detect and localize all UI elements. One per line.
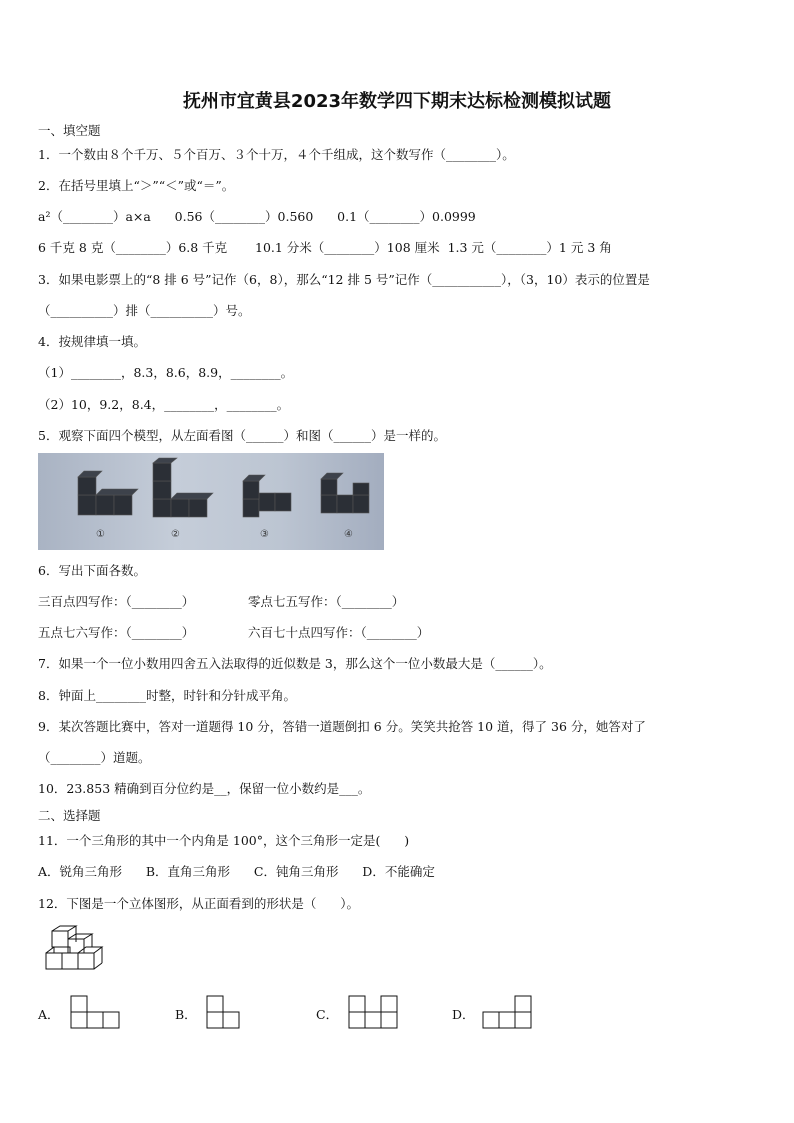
question-3-line1: 3．如果电影票上的“8 排 6 号”记作（6，8），那么“12 排 5 号”记作（___________），（3，10）表示的位置是 bbox=[38, 272, 650, 287]
option-c-label: C． bbox=[316, 1007, 339, 1022]
solid-figure bbox=[40, 925, 112, 975]
option-b-label: B． bbox=[175, 1007, 197, 1022]
model-2-label: ② bbox=[171, 529, 180, 540]
page-title: 抚州市宜黄县2023年数学四下期末达标检测模拟试题 bbox=[182, 91, 612, 112]
option-d-shape bbox=[482, 995, 534, 1031]
question-3-line2: （__________）排（__________）号。 bbox=[38, 303, 251, 318]
section-multiple-choice: 二、选择题 bbox=[38, 808, 101, 823]
model-2-figure bbox=[153, 458, 213, 517]
question-4-part1: （1）________，8.3，8.6，8.9，________。 bbox=[38, 365, 294, 380]
question-5: 5．观察下面四个模型，从左面看图（______）和图（______）是一样的。 bbox=[38, 428, 446, 443]
model-3-label: ③ bbox=[260, 529, 269, 540]
question-11-options: A．锐角三角形 B．直角三角形 C．钝角三角形 D．不能确定 bbox=[38, 864, 435, 879]
question-6-item1: 三百点四写作：（________） bbox=[38, 594, 195, 609]
model-4-figure bbox=[321, 473, 369, 513]
option-b-shape bbox=[206, 995, 242, 1031]
question-7: 7．如果一个一位小数用四舍五入法取得的近似数是 3，那么这个一位小数最大是（______）。 bbox=[38, 656, 552, 671]
question-4: 4．按规律填一填。 bbox=[38, 334, 146, 349]
question-1: 1．一个数由８个千万、５个百万、３个十万，４个千组成，这个数写作（________）。 bbox=[38, 147, 515, 162]
question-10: 10．23.853 精确到百分位约是__，保留一位小数约是___。 bbox=[38, 781, 371, 796]
question-9-line1: 9．某次答题比赛中，答对一道题得 10 分，答错一道题倒扣 6 分。笑笑共抢答 10 道，得了 36 分，她答对了 bbox=[38, 719, 646, 734]
option-d-label: D． bbox=[452, 1007, 475, 1022]
question-2-row2: 6 千克 8 克（________）6.8 千克 10.1 分米（________）108 厘米 1.3 元（________）1 元 3 角 bbox=[38, 240, 612, 255]
option-a-shape bbox=[70, 995, 122, 1031]
question-4-part2: （2）10，9.2，8.4，________，________。 bbox=[38, 397, 290, 412]
question-6: 6．写出下面各数。 bbox=[38, 563, 146, 578]
question-2-row1: a²（________）a×a 0.56（________）0.560 0.1（________）0.0999 bbox=[38, 209, 476, 224]
cube-models-photo bbox=[38, 453, 384, 550]
question-6-item4: 六百七十点四写作：（________） bbox=[248, 625, 430, 640]
option-a-label: A． bbox=[38, 1007, 60, 1022]
section-fill-blank: 一、填空题 bbox=[38, 123, 101, 138]
option-c-shape bbox=[348, 995, 400, 1031]
question-12: 12．下图是一个立体图形，从正面看到的形状是（ ）。 bbox=[38, 896, 359, 911]
question-6-item3: 五点七六写作：（________） bbox=[38, 625, 195, 640]
question-2: 2．在括号里填上“＞”“＜”或“＝”。 bbox=[38, 178, 235, 193]
model-4-label: ④ bbox=[344, 529, 353, 540]
model-1-label: ① bbox=[96, 529, 105, 540]
question-8: 8．钟面上________时整，时针和分针成平角。 bbox=[38, 688, 296, 703]
model-3-figure bbox=[243, 475, 291, 517]
question-6-item2: 零点七五写作：（________） bbox=[248, 594, 405, 609]
question-11: 11．一个三角形的其中一个内角是 100°，这个三角形一定是( ) bbox=[38, 833, 410, 848]
question-9-line2: （________）道题。 bbox=[38, 750, 151, 765]
model-1-figure bbox=[78, 471, 138, 515]
